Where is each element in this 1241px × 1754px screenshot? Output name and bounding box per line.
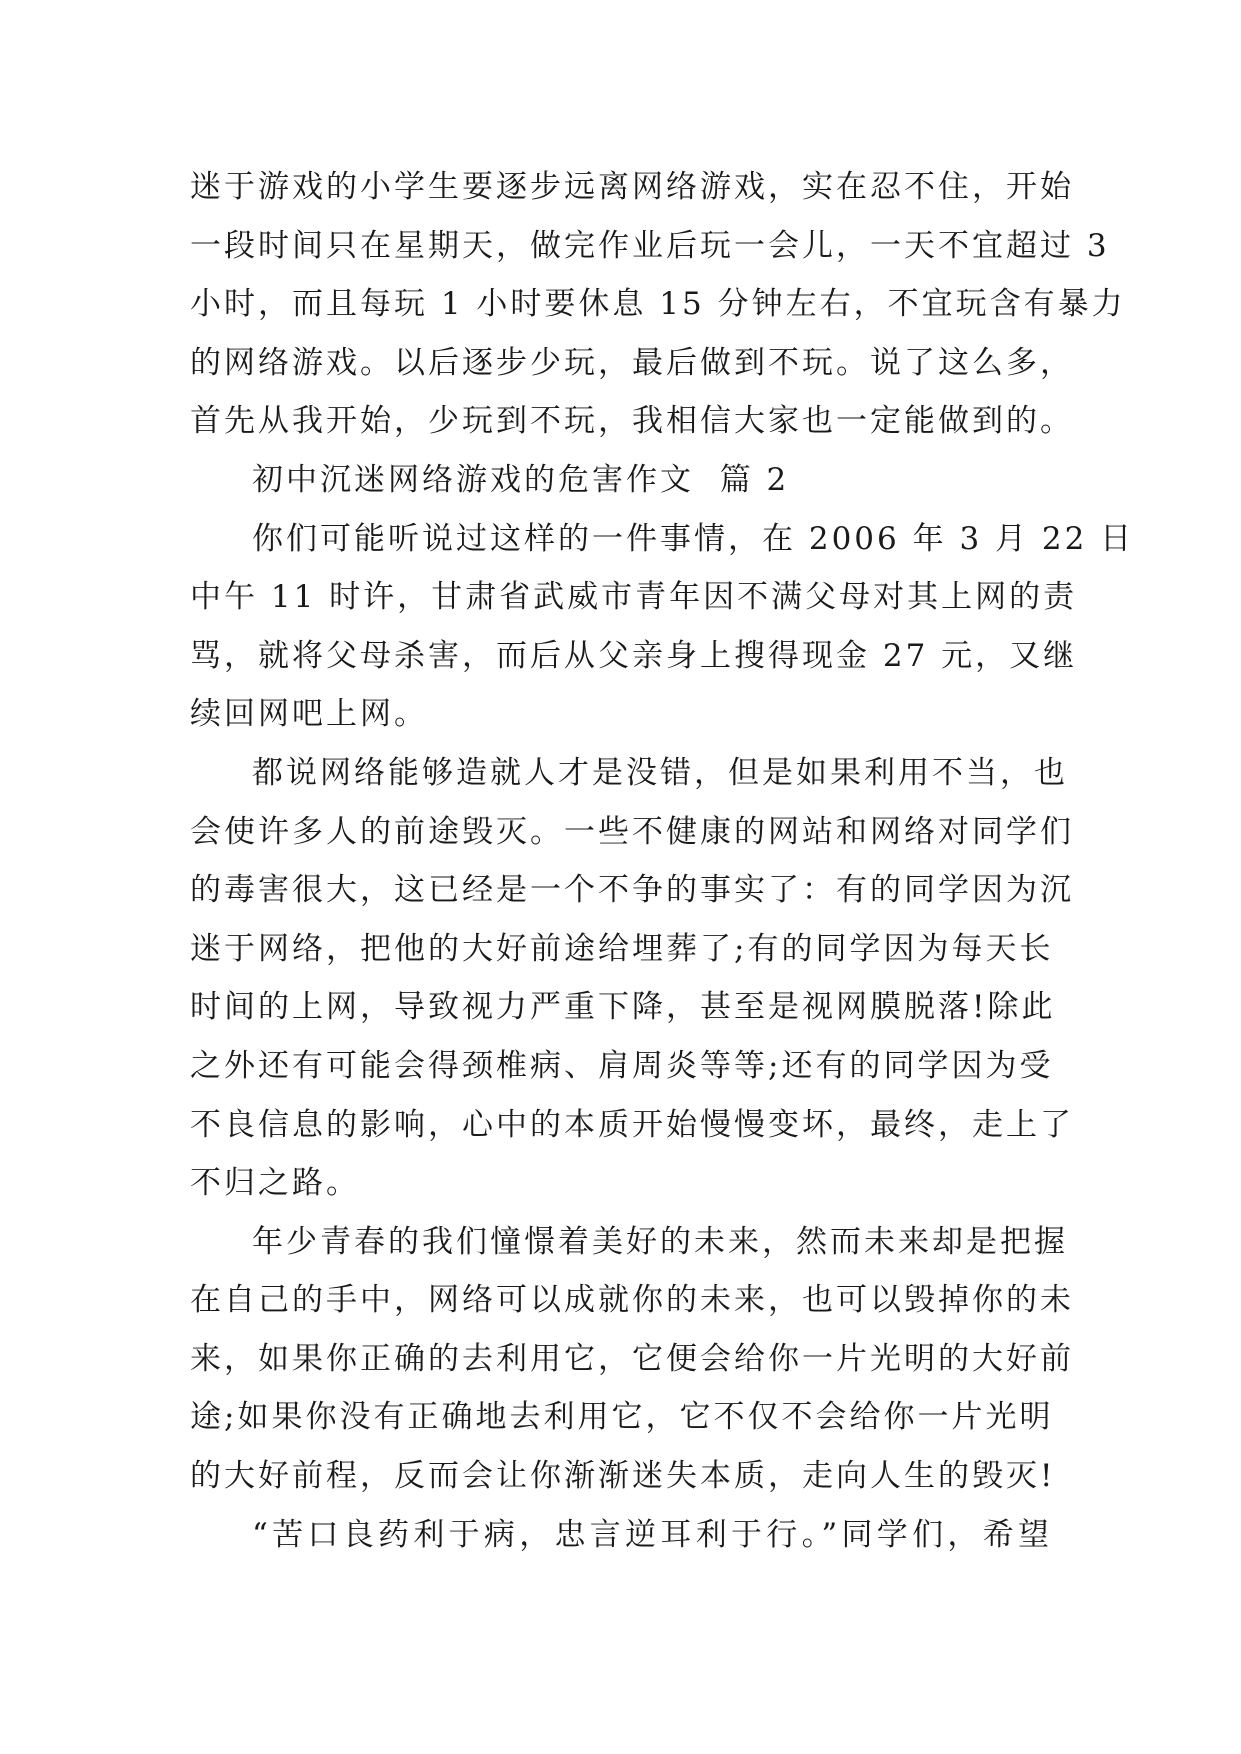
text-line: 骂，就将父母杀害，而后从父亲身上搜得现金 27 元，又继 xyxy=(190,637,1078,674)
text-line: 你们可能听说过这样的一件事情，在 2006 年 3 月 22 日 xyxy=(252,520,1135,557)
text-line: 的大好前程，反而会让你渐渐迷失本质，走向人生的毁灭! xyxy=(190,1458,1056,1495)
text-line: “苦口良药利于病，忠言逆耳利于行。”同学们，希望 xyxy=(252,1516,1052,1553)
text-line: 续回网吧上网。 xyxy=(190,696,428,733)
text-line: 来，如果你正确的去利用它，它便会给你一片光明的大好前 xyxy=(190,1340,1074,1377)
text-line: 中午 11 时许，甘肃省武威市青年因不满父母对其上网的责 xyxy=(190,579,1078,616)
text-line: 都说网络能够造就人才是没错，但是如果利用不当，也 xyxy=(252,754,1068,791)
paragraph xyxy=(190,510,1135,744)
text-line: 首先从我开始，少玩到不玩，我相信大家也一定能做到的。 xyxy=(190,403,1074,440)
document-body xyxy=(190,158,1135,1564)
text-line: 的网络游戏。以后逐步少玩，最后做到不玩。说了这么多， xyxy=(190,344,1074,381)
text-line: 迷于游戏的小学生要逐步远离网络游戏，实在忍不住，开始 xyxy=(190,169,1074,205)
text-line: 的毒害很大，这已经是一个不争的事实了：有的同学因为沉 xyxy=(190,872,1074,909)
text-line: 迷于网络，把他的大好前途给埋葬了;有的同学因为每天长 xyxy=(190,930,1054,967)
heading-text: 初中沉迷网络游戏的危害作文 篇 2 xyxy=(252,461,790,498)
text-line: 不良信息的影响，心中的本质开始慢慢变坏，最终，走上了 xyxy=(190,1106,1074,1143)
paragraph xyxy=(190,1213,1074,1506)
paragraph xyxy=(190,158,1126,451)
paragraph xyxy=(190,1506,1052,1565)
paragraph xyxy=(190,744,1074,1213)
text-line: 途;如果你没有正确地去利用它，它不仅不会给你一片光明 xyxy=(190,1399,1054,1436)
text-line: 在自己的手中，网络可以成就你的未来，也可以毁掉你的未 xyxy=(190,1282,1074,1319)
section-heading xyxy=(190,451,1052,510)
text-line: 年少青春的我们憧憬着美好的未来，然而未来却是把握 xyxy=(252,1223,1068,1260)
text-line: 时间的上网，导致视力严重下降，甚至是视网膜脱落!除此 xyxy=(190,989,1056,1026)
text-line: 一段时间只在星期天，做完作业后玩一会儿，一天不宜超过 3 xyxy=(190,227,1110,264)
text-line: 会使许多人的前途毁灭。一些不健康的网站和网络对同学们 xyxy=(190,813,1074,850)
text-line: 不归之路。 xyxy=(190,1165,360,1202)
text-line: 之外还有可能会得颈椎病、肩周炎等等;还有的同学因为受 xyxy=(190,1047,1054,1084)
text-line: 小时，而且每玩 1 小时要休息 15 分钟左右，不宜玩含有暴力 xyxy=(190,286,1126,323)
